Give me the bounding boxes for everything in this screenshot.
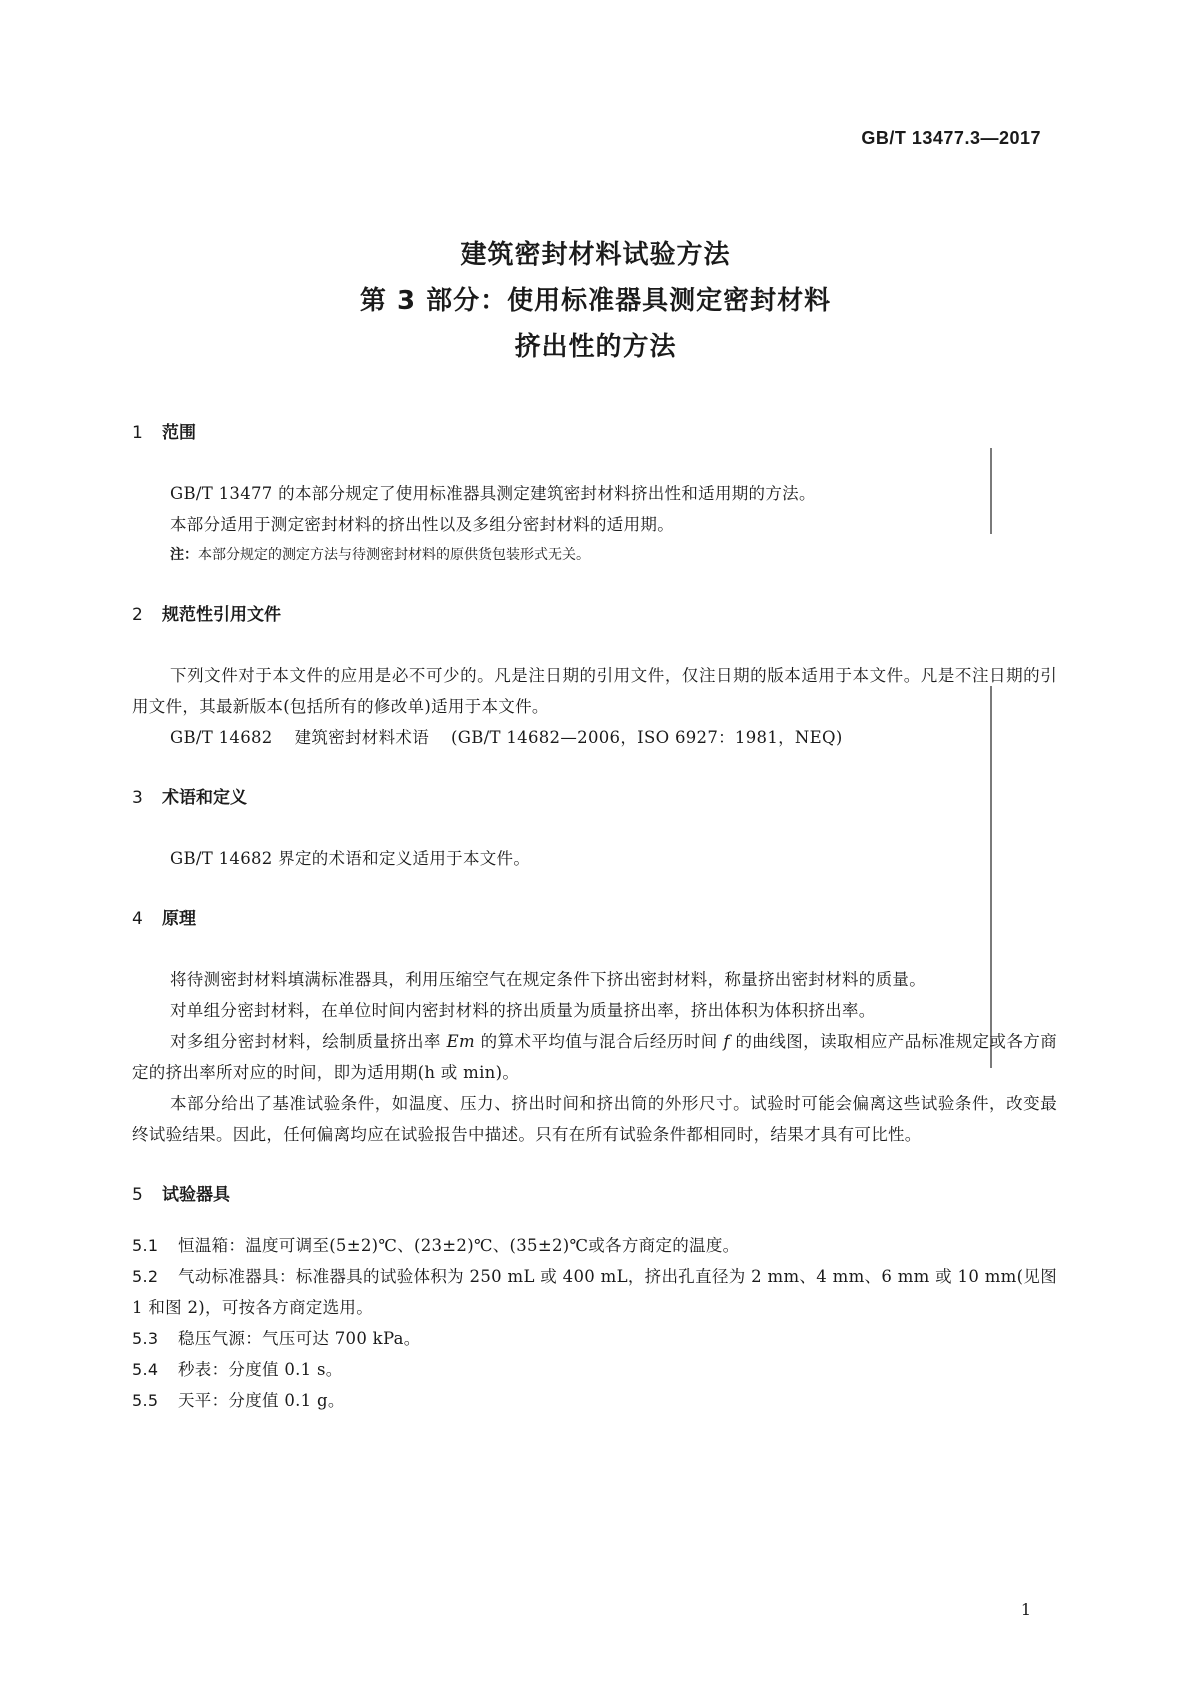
clause-5-1 [132, 1230, 1057, 1261]
document-body [132, 418, 1057, 1416]
clause-text: 天平：分度值 0.1 g。 [178, 1391, 345, 1410]
reference-entry [132, 722, 1057, 753]
section-normative-references [132, 600, 1057, 753]
title-line-3: 挤出性的方法 [514, 332, 677, 362]
paragraph: 下列文件对于本文件的应用是必不可少的。凡是注日期的引用文件，仅注日期的版本适用于本文件。凡是不注日期的引用文件，其最新版本(包括所有的修改单)适用于本文件。 [132, 666, 1057, 716]
variable-f: f [723, 1032, 730, 1051]
section-number: 5 [132, 1185, 143, 1205]
section-scope [132, 418, 1057, 570]
section-title: 原理 [162, 909, 196, 929]
clause-number: 5.4 [132, 1360, 159, 1379]
section-heading [132, 783, 1057, 813]
title-line-2: 第 3 部分：使用标准器具测定密封材料 [359, 286, 832, 316]
paragraph [132, 1026, 1057, 1088]
clause-text: 稳压气源：气压可达 700 kPa。 [178, 1329, 421, 1348]
section-heading [132, 600, 1057, 630]
title-line-1: 建筑密封材料试验方法 [460, 240, 731, 270]
section-title: 规范性引用文件 [162, 605, 281, 625]
section-title: 试验器具 [162, 1185, 230, 1205]
page-number: 1 [1020, 1600, 1031, 1619]
note [132, 540, 1057, 570]
clause-number: 5.1 [132, 1236, 159, 1255]
clause-text: 恒温箱：温度可调至(5±2)℃、(23±2)℃、(35±2)℃或各方商定的温度。 [178, 1236, 740, 1255]
clause-text: 气动标准器具：标准器具的试验体积为 250 mL 或 400 mL，挤出孔直径为 2 mm、4 mm、6 mm 或 10 mm(见图 1 和图 2)，可按各方商定选用。 [132, 1267, 1057, 1317]
reference-detail: (GB/T 14682—2006，ISO 6927：1981，NEQ) [451, 728, 843, 747]
clause-5-3 [132, 1323, 1057, 1354]
paragraph: GB/T 13477 的本部分规定了使用标准器具测定建筑密封材料挤出性和适用期的方法。 [170, 484, 816, 503]
note-text: 本部分规定的测定方法与待测密封材料的原供货包装形式无关。 [198, 547, 590, 563]
clause-number: 5.3 [132, 1329, 159, 1348]
section-principle [132, 904, 1057, 1150]
text-run: 的曲线图，读取相应产品标准规定或各方商定的挤出率所对应的时间，即为适用期(h 或 min)。 [132, 1032, 1058, 1082]
section-title: 范围 [162, 423, 196, 443]
paragraph: 对单组分密封材料，在单位时间内密封材料的挤出质量为质量挤出率，挤出体积为体积挤出率。 [170, 1001, 876, 1020]
clause-number: 5.2 [132, 1267, 159, 1286]
section-title: 术语和定义 [162, 788, 247, 808]
clause-5-2 [132, 1261, 1057, 1323]
text-run: 的算术平均值与混合后经历时间 [480, 1032, 718, 1051]
clause-number: 5.5 [132, 1391, 159, 1410]
text-run: 对多组分密封材料，绘制质量挤出率 [170, 1032, 441, 1051]
standard-number: GB/T 13477.3—2017 [861, 128, 1041, 148]
section-heading [132, 904, 1057, 934]
section-number: 2 [132, 605, 143, 625]
section-number: 1 [132, 423, 143, 443]
note-label: 注： [170, 547, 198, 563]
reference-code: GB/T 14682 [170, 728, 273, 747]
paragraph: 将待测密封材料填满标准器具，利用压缩空气在规定条件下挤出密封材料，称量挤出密封材料的质量。 [170, 970, 926, 989]
clause-5-5 [132, 1385, 1057, 1416]
section-heading [132, 418, 1057, 448]
paragraph: GB/T 14682 界定的术语和定义适用于本文件。 [170, 849, 531, 868]
variable-em: Em [446, 1032, 475, 1051]
document-title [0, 232, 1191, 370]
paragraph: 本部分适用于测定密封材料的挤出性以及多组分密封材料的适用期。 [170, 515, 674, 534]
section-number: 4 [132, 909, 143, 929]
clause-5-4 [132, 1354, 1057, 1385]
section-terms-definitions [132, 783, 1057, 874]
section-number: 3 [132, 788, 143, 808]
section-heading [132, 1180, 1057, 1210]
reference-title: 建筑密封材料术语 [294, 728, 430, 747]
paragraph: 本部分给出了基准试验条件，如温度、压力、挤出时间和挤出筒的外形尺寸。试验时可能会偏离这些试验条件，改变最终试验结果。因此，任何偏离均应在试验报告中描述。只有在所有试验条件都相同时，结果才具有可比性。 [132, 1094, 1057, 1144]
clause-text: 秒表：分度值 0.1 s。 [178, 1360, 343, 1379]
section-apparatus [132, 1180, 1057, 1416]
